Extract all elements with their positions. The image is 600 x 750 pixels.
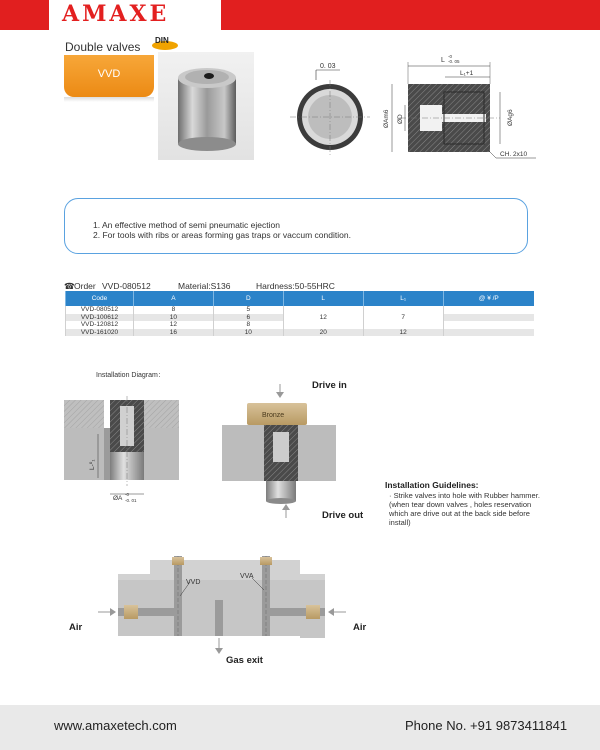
drive-in-label: Drive in [312, 380, 347, 391]
air-left-arrowhead [110, 608, 116, 616]
channel-bottom-center [215, 600, 223, 636]
phone-icon: ☎ [64, 281, 75, 291]
cell-d: 5 [213, 306, 283, 314]
cell-d: 8 [213, 321, 283, 329]
features-box [64, 198, 528, 254]
dim-L-label: L [441, 57, 445, 64]
footer-phone: Phone No. +91 9873411841 [405, 718, 568, 733]
air-right-label: Air [353, 622, 367, 633]
gas-exit-arrowhead [215, 648, 223, 654]
cell-price [443, 314, 534, 322]
valve-top-left [172, 557, 184, 565]
footer-website-link[interactable]: www.amaxetech.com [54, 718, 177, 733]
chamfer-leader [488, 150, 496, 158]
air-left-label: Air [69, 622, 83, 633]
cell-code: VVD-080512 [66, 306, 134, 314]
header-price: @ ¥ /P [443, 291, 534, 306]
dim-L-tol-lower: -0. 05 [448, 59, 460, 64]
dim-install-A-tol-lower: -0. 01 [125, 498, 137, 503]
feature-item-1: 1. An effective method of semi pneumatic ejection [93, 220, 280, 230]
dim-L-tol-upper: -0 [448, 54, 453, 59]
table-row [66, 329, 535, 337]
valve-side-right [306, 605, 320, 619]
cell-d: 10 [213, 329, 283, 337]
cell-a: 8 [133, 306, 213, 314]
vvd-label: VVD [186, 579, 201, 586]
mold-plate-top-right [144, 400, 179, 428]
cell-a: 10 [133, 314, 213, 322]
bronze-label: Bronze [262, 412, 285, 419]
install-diagram-right [222, 384, 336, 518]
drive-out-label: Drive out [322, 510, 364, 521]
assembly-diagram [98, 556, 346, 654]
spec-table-header-row [66, 291, 535, 306]
mold-plate-top-left [64, 400, 104, 428]
cell-price [443, 321, 534, 329]
header-a: A [133, 291, 213, 306]
dim-Am6-label: ØAm6 [383, 109, 390, 128]
cell-code: VVD-100612 [66, 314, 134, 322]
dim-install-L-label: L-⁰₁ [89, 459, 96, 470]
vva-label: VVA [240, 573, 254, 580]
install-diagram-left [64, 396, 179, 503]
cell-code: VVD-120812 [66, 321, 134, 329]
chamfer-label: CH. 2x10 [500, 151, 528, 158]
order-label: Order [74, 281, 96, 291]
din-badge-label: DIN [155, 36, 169, 45]
cell-a: 12 [133, 321, 213, 329]
dim-D-label: ØD [397, 114, 404, 124]
brand-logo: AMAXE [62, 1, 170, 27]
valve-side-left [124, 605, 138, 619]
section-view-drawing [383, 54, 536, 158]
cell-price [443, 329, 534, 337]
dim-L1-label: L₁+1 [460, 70, 474, 77]
cell-l1: 12 [363, 329, 443, 337]
dim-Ag6-label: ØAg6 [507, 109, 514, 126]
cell-d: 6 [213, 314, 283, 322]
cell-a: 16 [133, 329, 213, 337]
cell-l: 20 [283, 329, 363, 337]
valve-top-right [260, 557, 272, 565]
product-title: Double valves [65, 40, 141, 54]
header-l1: L₁ [363, 291, 443, 306]
table-row [66, 306, 535, 314]
hardness-label: Hardness:50-55HRC [256, 281, 335, 291]
guidelines-text: · Strike valves into hole with Rubber hammer.(when tear down valves , holes reservation which are drive out at the back side before install) [389, 491, 540, 527]
hole-left-wall [104, 428, 110, 480]
material-label: Material:S136 [178, 281, 231, 291]
gas-exit-label: Gas exit [226, 655, 263, 666]
cell-code: VVD-161020 [66, 329, 134, 337]
tolerance-label: 0. 03 [320, 63, 336, 70]
end-view-drawing [290, 63, 370, 155]
header-d: D [213, 291, 283, 306]
drive-in-arrowhead [276, 392, 284, 398]
header-l: L [283, 291, 363, 306]
cell-price [443, 306, 534, 314]
cell-l1-merged: 7 [363, 306, 443, 329]
guidelines-title: Installation Guidelines: [385, 480, 479, 490]
air-right-arrowhead [328, 608, 334, 616]
feature-item-2: 2. For tools with ribs or areas forming gas traps or vaccum condition. [93, 230, 351, 240]
product-code-label: VVD [97, 68, 121, 80]
installation-diagram-label: Installation Diagram： [96, 372, 165, 379]
valve-pushed-out-end [266, 498, 296, 504]
order-value: VVD-080512 [102, 281, 151, 291]
cell-l-merged: 12 [283, 306, 363, 329]
mold-block-right [298, 425, 336, 481]
dim-install-A-label: ØA [113, 495, 123, 502]
dim-install-A-tol-upper: -0 [125, 492, 130, 497]
drive-out-arrowhead [282, 504, 290, 510]
header-code: Code [66, 291, 134, 306]
mold-block-left [222, 425, 264, 481]
assembly-top-plate [118, 560, 325, 580]
valve-in-mold-bore [273, 432, 289, 462]
spec-table [65, 291, 534, 336]
